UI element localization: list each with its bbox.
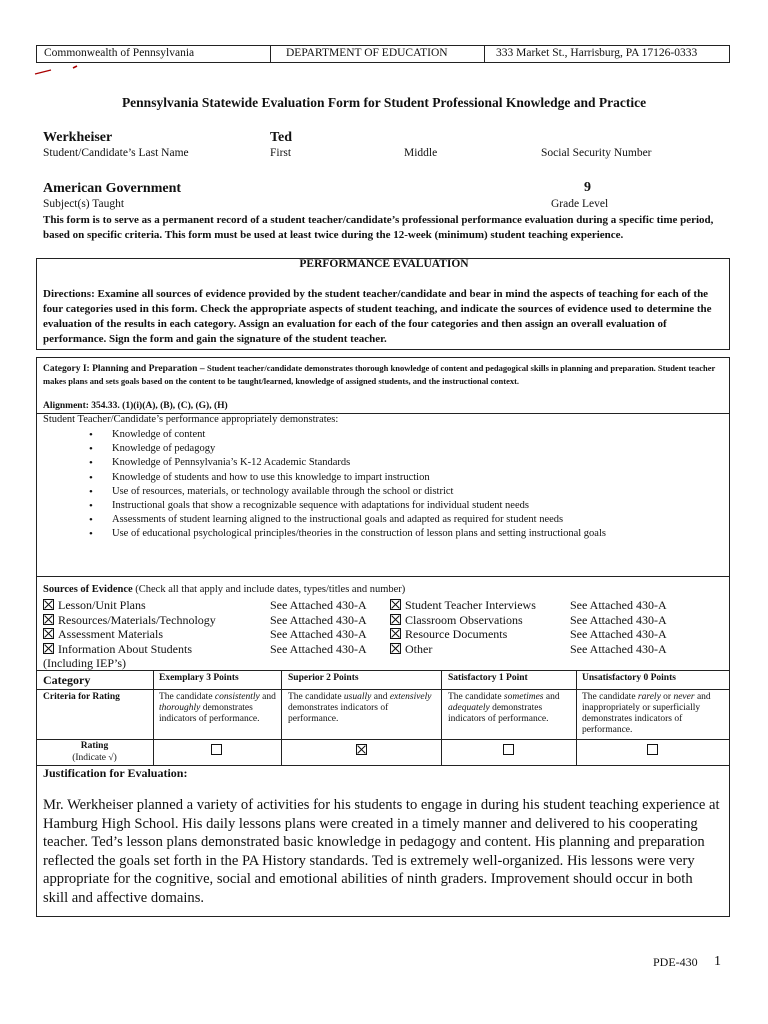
student-first-name: Ted <box>270 130 293 145</box>
ssn-label: Social Security Number <box>541 147 652 159</box>
source-note: See Attached 430-A <box>570 627 667 641</box>
category-title: Category I: Planning and Preparation – <box>43 364 205 374</box>
justification-text: Mr. Werkheiser planned a variety of activities for his students to engage in during his student teaching experience at Hamburg High School. His daily lessons plans were created in a timely manner and delivered to his cooperating teacher. Ted’s lesson plans demonstrated basic knowledge in pedagogy and content. His planning and preparation reflected the goals set forth in the PA History standards. Ted is extremely well-organized. His lessons were very appropriate for the cognitive, social and emotional abilities of ninth graders. Improvement should occur in both skill and affective domains. <box>43 797 720 906</box>
source-note: See Attached 430-A <box>570 641 667 656</box>
checkbox-checked[interactable] <box>390 614 401 625</box>
checkbox-checked[interactable] <box>390 643 401 654</box>
intro-text: This form is to serve as a permanent record of a student teacher/candidate’s professional performance evaluation during a specific time period, based on specific criteria. This form must be used at least twice during the 12-week (minimum) student teaching experience. <box>43 214 714 241</box>
list-item: • Knowledge of content <box>86 428 716 442</box>
table-line <box>281 670 282 765</box>
justification-label: Justification for Evaluation: <box>43 766 188 780</box>
list-item: • Use of educational psychological principles/theories in the construction of lesson plans and setting instructional goals <box>86 527 716 541</box>
rating-checkbox-unsatisfactory[interactable] <box>647 741 662 759</box>
rating-checkbox-exemplary[interactable] <box>211 741 226 759</box>
list-item: • Knowledge of Pennsylvania’s K-12 Academic Standards <box>86 456 716 470</box>
table-line <box>36 670 730 671</box>
source-lesson-plans[interactable]: Lesson/Unit Plans <box>43 598 146 613</box>
source-other[interactable]: Other <box>390 642 432 657</box>
list-item: • Assessments of student learning aligned to the instructional goals and adapted as required for student needs <box>86 513 716 527</box>
page-number: 1 <box>714 954 721 969</box>
source-note: See Attached 430-A <box>570 612 667 627</box>
source-note: See Attached 430-A <box>270 627 367 641</box>
checkbox-checked[interactable] <box>390 599 401 610</box>
student-last-name: Werkheiser <box>43 130 113 145</box>
subject-taught: American Government <box>43 181 182 196</box>
table-line <box>441 670 442 765</box>
criteria-exemplary: The candidate consistently and thoroughly demonstrates indicators of performance. <box>159 692 276 724</box>
header-address: 333 Market St., Harrisburg, PA 17126-0333 <box>496 47 698 59</box>
source-observations[interactable]: Classroom Observations <box>390 613 523 628</box>
col-head-superior: Superior 2 Points <box>288 673 359 683</box>
rating-checkbox-superior[interactable] <box>356 741 371 759</box>
list-item: • Use of resources, materials, or technology available through the school or district <box>86 485 716 499</box>
criteria-satisfactory: The candidate sometimes and adequately demonstrates indicators of performance. <box>448 692 560 724</box>
criteria-label: Criteria for Rating <box>43 692 120 702</box>
source-resources[interactable]: Resources/Materials/Technology <box>43 613 216 628</box>
list-item: • Knowledge of students and how to use this knowledge to impart instruction <box>86 471 716 485</box>
last-name-label: Student/Candidate’s Last Name <box>43 147 189 159</box>
rating-label: Rating (Indicate √) <box>72 741 117 763</box>
form-id: PDE-430 <box>653 955 698 969</box>
grade-level-value: 9 <box>584 180 591 195</box>
subject-label: Subject(s) Taught <box>43 198 125 210</box>
performance-items <box>86 428 716 542</box>
performance-heading: PERFORMANCE EVALUATION <box>299 258 469 270</box>
category-description: Student teacher/candidate demonstrates thorough knowledge of content and pedagogical skills in planning and preparation. Student teacher makes plans and sets goals based on the content to be taught/learned, knowledge of assigned students, and the instructional context. <box>43 363 716 386</box>
table-line <box>36 689 730 690</box>
source-resource-documents[interactable]: Resource Documents <box>390 627 507 642</box>
category-header <box>43 363 723 388</box>
checkbox-checked[interactable] <box>43 643 54 654</box>
col-head-unsatisfactory: Unsatisfactory 0 Points <box>582 673 676 683</box>
pen-mark-icon <box>33 64 83 78</box>
checkbox-checked[interactable] <box>43 628 54 639</box>
table-line <box>153 670 154 765</box>
header-divider <box>484 45 485 63</box>
checkbox-checked[interactable] <box>43 614 54 625</box>
source-note: See Attached 430-A <box>270 641 367 656</box>
source-info-students[interactable]: Information About Students <box>43 642 192 657</box>
list-item: • Instructional goals that show a recognizable sequence with adaptations for individual student needs <box>86 499 716 513</box>
source-interviews[interactable]: Student Teacher Interviews <box>390 598 536 613</box>
performance-intro: Student Teacher/Candidate’s performance appropriately demonstrates: <box>43 414 339 425</box>
form-title: Pennsylvania Statewide Evaluation Form for Student Professional Knowledge and Practice <box>121 95 647 110</box>
col-head-exemplary: Exemplary 3 Points <box>159 673 239 683</box>
divider <box>36 576 730 577</box>
grade-level-label: Grade Level <box>551 198 609 210</box>
table-line <box>576 670 577 765</box>
header-agency: Commonwealth of Pennsylvania <box>44 47 195 59</box>
col-head-satisfactory: Satisfactory 1 Point <box>448 673 528 683</box>
checkbox-checked[interactable] <box>390 628 401 639</box>
rating-checkbox-satisfactory[interactable] <box>503 741 518 759</box>
criteria-superior: The candidate usually and extensively demonstrates indicators of performance. <box>288 692 432 724</box>
sources-heading: Sources of Evidence (Check all that apply and include dates, types/titles and number) <box>43 584 406 595</box>
source-assessment[interactable]: Assessment Materials <box>43 627 163 642</box>
source-note: See Attached 430-A <box>270 598 367 612</box>
criteria-unsatisfactory: The candidate rarely or never and inappropriately or superficially demonstrates indicators of performance. <box>582 692 711 735</box>
header-divider <box>270 45 271 63</box>
source-iep-note: (Including IEP’s) <box>43 656 126 670</box>
header-department: DEPARTMENT OF EDUCATION <box>286 47 448 59</box>
middle-label: Middle <box>404 147 438 159</box>
source-note: See Attached 430-A <box>570 598 667 612</box>
source-note: See Attached 430-A <box>270 612 367 627</box>
category-col-label: Category <box>43 673 91 687</box>
category-alignment: Alignment: 354.33. (1)(i)(A), (B), (C), (G), (H) <box>43 401 228 411</box>
list-item: • Knowledge of pedagogy <box>86 442 716 456</box>
first-label: First <box>270 147 292 159</box>
checkbox-checked[interactable] <box>43 599 54 610</box>
directions-text: Directions: Examine all sources of evidence provided by the student teacher/candidate and bear in mind the aspects of teaching for each of the four categories used in this form. Check the appropriate aspects of student teaching, and indicate the sources of evidence used to determine the evaluation of the results in each category. Assign an evaluation for each of the four categories and then assign an overall evaluation of performance. Sign the form and gain the signature of the student teacher. <box>43 288 712 345</box>
